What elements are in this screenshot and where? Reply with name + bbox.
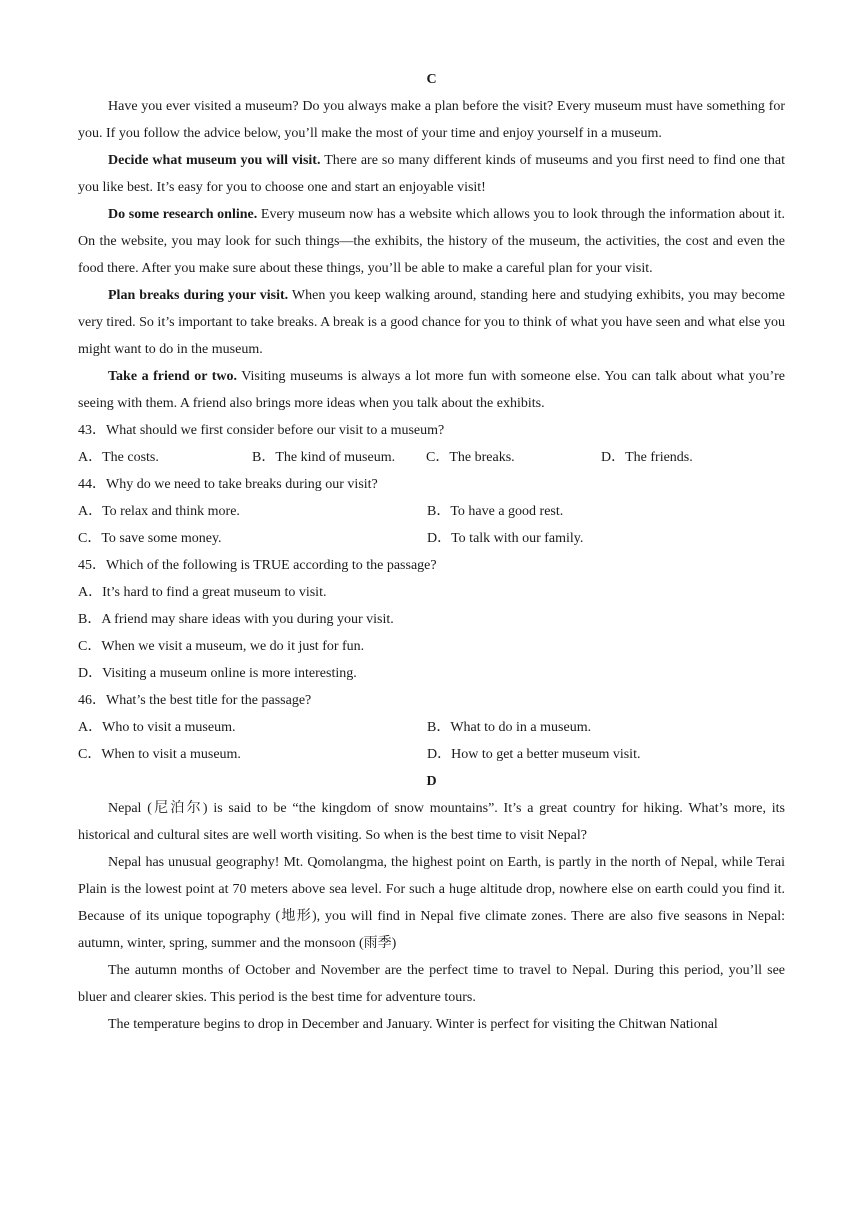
option-a: A．To relax and think more.	[78, 504, 240, 519]
option-a: A．The costs.	[78, 450, 159, 465]
section-d-heading: D	[426, 774, 437, 789]
tip-text: Visiting museums is always a lot more fun with someone else. You can talk about what you’re seeing with them. A friend also brings more ideas when you talk about the exhibits.	[78, 369, 786, 411]
tip-heading: Do some research online.	[108, 207, 258, 222]
tip-paragraph	[78, 363, 785, 417]
question-43-stem: 43．What should we first consider before our visit to a museum?	[78, 423, 445, 438]
tip-text: Every museum now has a website which allows you to look through the information about it. On the website, you may look for such things—the exhibits, the history of the museum, the activities, the cost and even the food there. After you make sure about these things, you’ll be able to make a careful plan for your visit.	[78, 207, 785, 276]
question-43-options	[78, 444, 785, 471]
tip-heading: Decide what museum you will visit.	[108, 153, 321, 168]
section-d-paragraph: The temperature begins to drop in December and January. Winter is perfect for visiting the Chitwan National	[108, 1017, 718, 1032]
option-c: C．To save some money.	[78, 531, 222, 546]
question-44-stem: 44．Why do we need to take breaks during our visit?	[78, 477, 378, 492]
tip-paragraph	[78, 201, 785, 282]
option-b: B．The kind of museum.	[252, 450, 396, 465]
option-c: C．When to visit a museum.	[78, 747, 241, 762]
option-d: D．How to get a better museum visit.	[427, 747, 641, 762]
option-c: C．When we visit a museum, we do it just for fun.	[78, 639, 365, 654]
question-45-stem: 45．Which of the following is TRUE according to the passage?	[78, 558, 437, 573]
question-46-options-row1	[78, 714, 785, 741]
section-c-heading: C	[426, 72, 437, 87]
option-b: B．A friend may share ideas with you during your visit.	[78, 612, 394, 627]
question-46-options-row2	[78, 741, 785, 768]
section-c-intro: Have you ever visited a museum? Do you always make a plan before the visit? Every museum must have something for you. If you follow the advice below, you’ll make the most of your time and enjoy yourself in a museum.	[78, 99, 785, 141]
tip-paragraph	[78, 282, 785, 363]
option-a: A．Who to visit a museum.	[78, 720, 236, 735]
option-c: C．The breaks.	[426, 450, 515, 465]
tip-heading: Take a friend or two.	[108, 369, 237, 384]
option-b: B．What to do in a museum.	[427, 720, 592, 735]
page-content	[78, 66, 785, 1038]
option-d: D．To talk with our family.	[427, 531, 584, 546]
tip-heading: Plan breaks during your visit.	[108, 288, 289, 303]
option-d: D．The friends.	[601, 450, 693, 465]
option-d: D．Visiting a museum online is more interesting.	[78, 666, 357, 681]
section-d-paragraph: Nepal (尼泊尔) is said to be “the kingdom of snow mountains”. It’s a great country for hiking. What’s more, its historical and cultural sites are well worth visiting. So when is the best time to visit Nepal?	[78, 801, 785, 843]
section-d-paragraph: Nepal has unusual geography! Mt. Qomolangma, the highest point on Earth, is partly in the north of Nepal, while Terai Plain is the lowest point at 70 meters above sea level. For such a huge altitude drop, nowhere else on earth could you find it. Because of its unique topography (地形), you will find in Nepal five climate zones. There are also five seasons in Nepal: autumn, winter, spring, summer and the monsoon (雨季)	[78, 855, 785, 951]
question-46-stem: 46．What’s the best title for the passage?	[78, 693, 312, 708]
tip-text: When you keep walking around, standing here and studying exhibits, you may become very tired. So it’s important to take breaks. A break is a good chance for you to think of what you have seen and what else you might want to do in the museum.	[78, 288, 785, 357]
section-d-paragraph: The autumn months of October and November are the perfect time to travel to Nepal. During this period, you’ll see bluer and clearer skies. This period is the best time for adventure tours.	[78, 963, 785, 1005]
question-44-options-row2	[78, 525, 785, 552]
tip-paragraph	[78, 147, 785, 201]
option-b: B．To have a good rest.	[427, 504, 564, 519]
tip-text: There are so many different kinds of museums and you first need to find one that you like best. It’s easy for you to choose one and start an enjoyable visit!	[78, 153, 786, 195]
question-44-options-row1	[78, 498, 785, 525]
option-a: A．It’s hard to find a great museum to visit.	[78, 585, 327, 600]
